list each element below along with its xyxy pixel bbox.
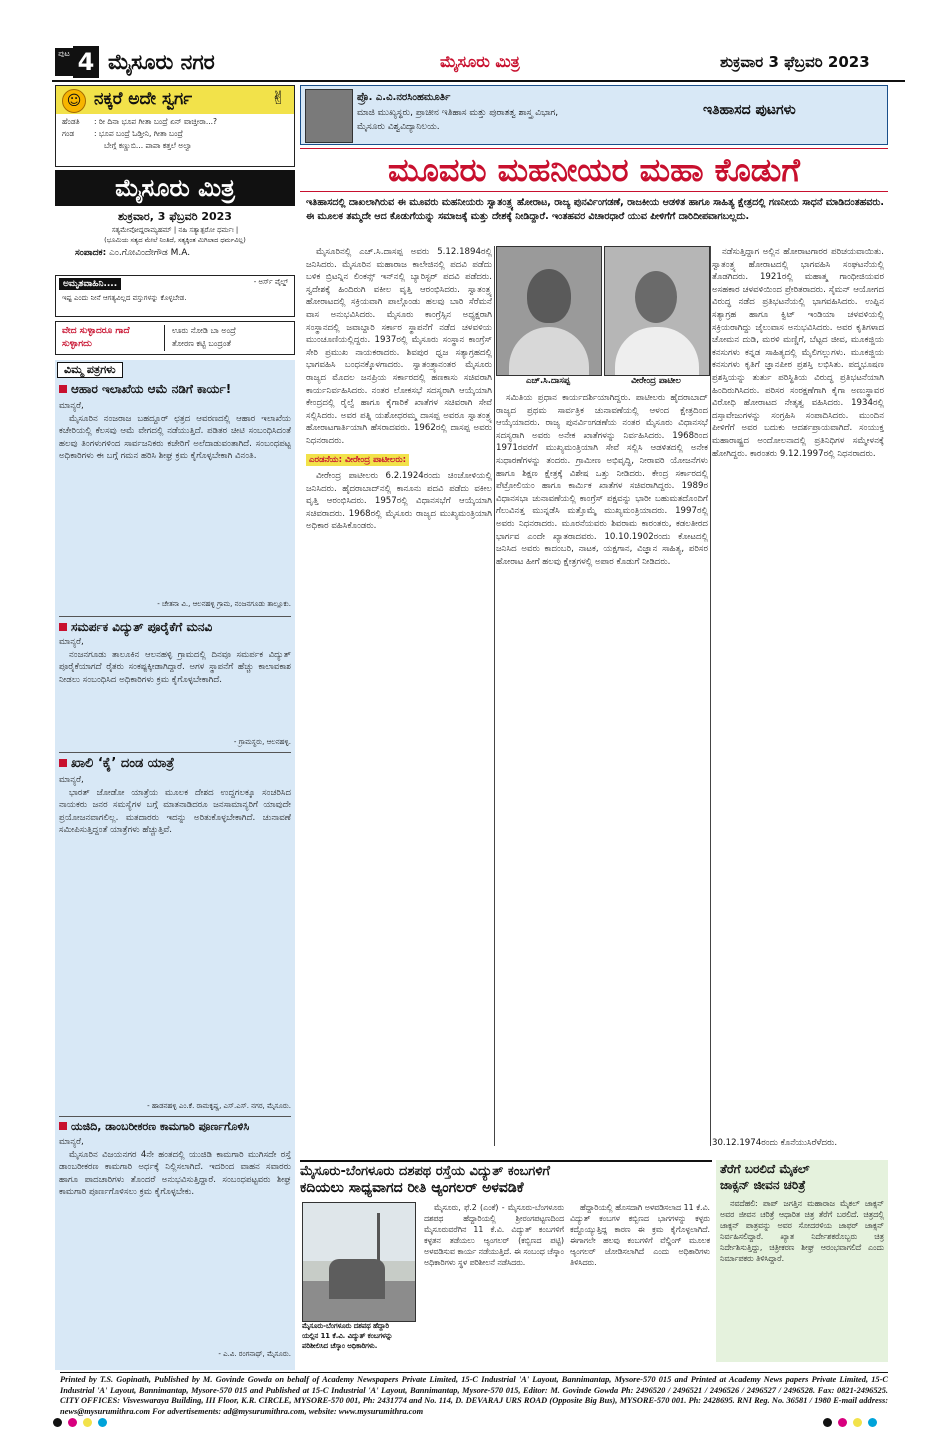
- author-desc-2: ಮೈಸೂರು ವಿಶ್ವವಿದ್ಯಾನಿಲಯ.: [357, 122, 440, 132]
- letters-heading: ವಿಮ್ಮ ಪತ್ರಗಳು: [57, 362, 123, 378]
- photo-dasappa-frame: [496, 246, 602, 376]
- masthead-small: ಮೈಸೂರು ಮಿತ್ರ: [440, 52, 520, 71]
- magenta-dot-icon: [68, 1418, 77, 1427]
- bottom-news-photo-caption-1: ಮೈಸೂರು-ಬೆಂಗಳೂರು ದಶಪಥ ಹೆದ್ದಾರಿ: [302, 1322, 389, 1330]
- letter-3-title: [59, 752, 291, 771]
- joke-row-2: [62, 129, 290, 139]
- bottom-news-title-2: ಕದಿಯಲು ಸಾಧ್ಯವಾಗದ ರೀತಿ ಆ್ಯಂಗಲರ್ ಅಳವಡಿಕೆ: [300, 1180, 524, 1196]
- bottom-news-body-1: [424, 1202, 564, 1360]
- magenta-dot-icon: [838, 1418, 847, 1427]
- square-bullet-icon: [59, 759, 67, 767]
- article-col-1b-text: ವೀರೇಂದ್ರ ಪಾಟೀಲರು 6.2.1924ರಂದು ಚಿಂಚೋಳಿಯಲ್ಲಿ ಜನಿಸಿದರು. ಹೈದರಾಬಾದ್‌ನಲ್ಲಿ ಕಾನೂನು ಪದವಿ ಪಡೆದು ವಕೀಲ ವೃತ್ತಿ ಆರಂಭಿಸಿದರು. 1957ರಲ್ಲಿ ವಿಧಾನಸಭೆಗೆ ಆಯ್ಕೆಯಾಗಿ ಸಚಿವರಾದರು. 1968ರಲ್ಲಿ ಮೈಸೂರು ರಾಜ್ಯದ ಮುಖ್ಯಮಂತ್ರಿಯಾಗಿ ಅಧಿಕಾರ ವಹಿಸಿಕೊಂಡರು.: [306, 471, 492, 532]
- masthead-title: ಮೈಸೂರು ಮಿತ್ರ: [55, 170, 295, 206]
- cyan-dot-icon: [868, 1418, 877, 1427]
- editor-label: ಸಂಪಾದಕ:: [75, 248, 107, 258]
- article-col-2: [496, 392, 708, 1042]
- side-news-box: [716, 1160, 888, 1362]
- letter-2-text: ನಂಜನಗೂಡು ತಾಲೂಕಿನ ಆಲನಹಳ್ಳಿ ಗ್ರಾಮದಲ್ಲಿ ದಿನವೂ ಸಮರ್ಪಕ ವಿದ್ಯುತ್ ಪೂರೈಕೆಯಾಗದೆ ರೈತರು ಸಂಕಷ್ಟಕ್ಕೀಡಾಗಿದ್ದಾರೆ. ಅಗಳ ಸ್ಥಾಪನೆಗೆ ಹೆಚ್ಚು ಕಾಲಾವಕಾಶ ನೀಡಲು ಸಂಬಂಧಿಸಿದ ಅಧಿಕಾರಿಗಳು ಕ್ರಮ ಕೈಗೊಳ್ಳಬೇಕಾಗಿದೆ.: [59, 649, 291, 685]
- masthead-motto-2: (ಭೂಮಿಯ ಸತ್ಯದ ಮೇಲೆ ನಿಂತಿದೆ, ಸತ್ಯಕ್ಕಿಂತ ಮಿಗಿಲಾದ ಧರ್ಮವಿಲ್ಲ): [104, 236, 246, 244]
- col-rule-1: [494, 246, 495, 1146]
- imprint: Printed by T.S. Gopinath, Published by M. Govinde Gowda on behalf of Academy Newspapers Private Limited, 15-C Industrial 'A' Layout, Bannimantap, Mysore-570 015 and Printed at Academy News papers Private Limited, 15-C Industrial 'A' Layout, Bannimantap, Mysore-570 015 and Published at 15-C Industrial 'A' Layout, Bannimantap, Mysore-570 015, Editor: M. Govinde Gowda Ph: 2496520 / 2496521 / 2496526 / 2496527 / 2496528. Fax: 0821-2496525. CITY OFFICES: Visveswaraya Building, III Floor, K.R. CIRCLE, MYSORE-570 001, Ph: 2431774 and No. 114, D. DEVARAJ URS ROAD (Opposite Big Bus), MYSORE-570 001. Ph: 2428695. RNI Reg. No. 36581 / 1980 E-mail address: news@mysurumithra.com For advertisements: ad@mysurumithra.com, website: www.mysurumithra.com: [60, 1372, 888, 1417]
- bottom-news-photo-caption-2: ಯಲ್ಲಿನ 11 ಕೆ.ವಿ. ವಿದ್ಯುತ್ ಕಂಬಗಳನ್ನು: [302, 1332, 393, 1340]
- header-date: ಶುಕ್ರವಾರ 3 ಫೆಬ್ರವರಿ 2023: [720, 53, 870, 71]
- amruta-box: [55, 275, 295, 317]
- masthead-editor: [75, 248, 190, 258]
- bottom-news-photo: [302, 1202, 416, 1322]
- article-col-3-end: 30.12.1974ರಂದು ಕೊನೆಯುಸಿರೆಳೆದರು.: [712, 1138, 838, 1148]
- headline: ಮೂವರು ಮಹನೀಯರ ಮಹಾ ಕೊಡುಗೆ: [300, 148, 888, 192]
- letters-section: [55, 360, 295, 1370]
- dasappa-shoulders: [509, 327, 589, 375]
- letter-1-body: [59, 400, 291, 598]
- letter-2-title-text: ಸಮರ್ಪಕ ವಿದ್ಯುತ್ ಪೂರೈಕೆಗೆ ಮನವಿ: [71, 620, 213, 634]
- joke-row-2-text: : ಭೂಪ ಬಂದ್ರೆ ಓಡ್ತೀನಿ, ಗೀತಾ ಬಂದ್ರೆ: [94, 129, 183, 138]
- sky: [303, 1203, 415, 1261]
- masthead-date: ಶುಕ್ರವಾರ, 3 ಫೆಬ್ರವರಿ 2023: [118, 210, 232, 223]
- bottom-news-body-2: [570, 1202, 710, 1360]
- article-col-3: [712, 246, 884, 1034]
- letter-1-text: ಮೈಸೂರಿನ ನಂಜರಾಜ ಬಹದ್ದೂರ್ ಛತ್ರದ ಆವರಣದಲ್ಲಿ ಆಹಾರ ಇಲಾಖೆಯ ಕಚೇರಿಯಲ್ಲಿ ಕೆಲಸವು ಆಮೆ ವೇಗದಲ್ಲಿ ನಡೆಯುತ್ತಿದೆ. ಪಡಿತರ ಚೀಟಿ ಸಂಬಂಧಿಸಿದಂತೆ ಹಲವು ತಿಂಗಳುಗಳಿಂದ ಸಾರ್ವಜನಿಕರು ಕಚೇರಿಗೆ ಅಲೆದಾಡುವಂತಾಗಿದೆ. ಸಂಬಂಧಪಟ್ಟ ಅಧಿಕಾರಿಗಳು ಈ ಬಗ್ಗೆ ಗಮನ ಹರಿಸಿ ಶೀಘ್ರ ಕ್ರಮ ಕೈಗೊಳ್ಳಬೇಕಾಗಿ ವಿನಂತಿ.: [59, 413, 291, 462]
- side-news-body: [720, 1198, 884, 1358]
- letter-3-title-text: ಖಾಲಿ ‘ಕೈ’ ದಂಡ ಯಾತ್ರೆ: [71, 756, 175, 771]
- letter-3-salute: ಮಾನ್ಯರೆ,: [59, 775, 84, 785]
- photo-patil-frame: [604, 246, 710, 376]
- author-desc-1: ಮಾಜಿ ಮುಖ್ಯಸ್ಥರು, ಪ್ರಾಚೀನ ಇತಿಹಾಸ ಮತ್ತು ಪುರಾತತ್ವ ಶಾಸ್ತ್ರ ವಿಭಾಗ,: [357, 108, 559, 118]
- officials-group: [329, 1259, 385, 1299]
- masthead-motto-1: ಸತ್ಯಮೇವೋದ್ದರಾಮ್ಯಹಮ್ | ನಹಿ ಸತ್ಯಾತ್ಪರೋ ಧರ್ಮಃ |: [111, 226, 239, 234]
- article-col-2-text: ಸಮಿತಿಯ ಪ್ರಧಾನ ಕಾರ್ಯದರ್ಶಿಯಾಗಿದ್ದರು. ಪಾಟೀಲರು ಹೈದರಾಬಾದ್ ರಾಜ್ಯದ ಪ್ರಥಮ ಸಾರ್ವತ್ರಿಕ ಚುನಾವಣೆಯಲ್ಲಿ ಆಳಂದ ಕ್ಷೇತ್ರದಿಂದ ಆಯ್ಕೆಯಾದರು. ರಾಜ್ಯ ಪುನರ್ವಿಂಗಡಣೆಯ ನಂತರ ಮೈಸೂರು ವಿಧಾನಸಭೆ ಸದಸ್ಯರಾಗಿ ಅವರು ಅನೇಕ ಖಾತೆಗಳನ್ನು ನಿರ್ವಹಿಸಿದರು. 1968ರಿಂದ 1971ರವರೆಗೆ ಮುಖ್ಯಮಂತ್ರಿಯಾಗಿ ಸೇವೆ ಸಲ್ಲಿಸಿ ಆಡಳಿತದಲ್ಲಿ ಅನೇಕ ಸುಧಾರಣೆಗಳನ್ನು ತಂದರು. ಗ್ರಾಮೀಣ ಅಭಿವೃದ್ಧಿ, ನೀರಾವರಿ ಯೋಜನೆಗಳು ಹಾಗೂ ಶಿಕ್ಷಣ ಕ್ಷೇತ್ರಕ್ಕೆ ವಿಶೇಷ ಒತ್ತು ನೀಡಿದರು. ಕೇಂದ್ರ ಸರ್ಕಾರದಲ್ಲಿ ಪೆಟ್ರೋಲಿಯಂ ಹಾಗೂ ಕಾರ್ಮಿಕ ಖಾತೆಗಳ ಸಚಿವರಾಗಿದ್ದರು. 1989ರ ವಿಧಾನಸಭಾ ಚುನಾವಣೆಯಲ್ಲಿ ಕಾಂಗ್ರೆಸ್ ಪಕ್ಷವನ್ನು ಭಾರೀ ಬಹುಮತದೊಂದಿಗೆ ಗೆಲುವಿನತ್ತ ಮುನ್ನಡೆಸಿ ಮತ್ತೊಮ್ಮೆ ಮುಖ್ಯಮಂತ್ರಿಯಾದರು. 1997ರಲ್ಲಿ ಅವರು ನಿಧನರಾದರು. ಮೂರನೆಯವರು ಶಿವರಾಮ ಕಾರಂತರು, ಕಡಲತೀರದ ಭಾರ್ಗವ ಎಂದೇ ಖ್ಯಾತರಾದವರು. 10.10.1902ರಂದು ಕೋಟದಲ್ಲಿ ಜನಿಸಿದ ಅವರು ಕಾದಂಬರಿ, ನಾಟಕ, ಯಕ್ಷಗಾನ, ವಿಜ್ಞಾನ ಸಾಹಿತ್ಯ, ಪರಿಸರ ಹೋರಾಟ ಹೀಗೆ ಹಲವು ಕ್ಷೇತ್ರಗಳಲ್ಲಿ ಅಪಾರ ಕೊಡುಗೆ ನೀಡಿದರು.: [496, 393, 708, 567]
- joke-row-2-label: ಗಂಡ: [62, 129, 75, 138]
- letter-2-title: [59, 616, 291, 635]
- history-author-box: [300, 85, 888, 145]
- page-number: 4: [73, 46, 99, 78]
- headline-lead: ಇತಿಹಾಸದಲ್ಲಿ ದಾಖಲಾಗಿರುವ ಈ ಮೂವರು ಮಹನೀಯರು ಸ್ವಾತಂತ್ರ್ಯ ಹೋರಾಟ, ರಾಜ್ಯ ಪುನರ್ವಿಂಗಡಣೆ, ರಾಜಕೀಯ ಆಡಳಿತ ಹಾಗೂ ಸಾಹಿತ್ಯ ಕ್ಷೇತ್ರದಲ್ಲಿ ಗಣನೀಯ ಸಾಧನೆ ಮಾಡಿದಂತಹವರು. ಈ ಮೂಲಕ ತಮ್ಮದೇ ಆದ ಕೊಡುಗೆಯನ್ನು ಸಮಾಜಕ್ಕೆ ಮತ್ತು ದೇಶಕ್ಕೆ ನೀಡಿದ್ದಾರೆ. ಇಂತಹವರ ವಿಚಾರಧಾರೆ ಯುವ ಪೀಳಿಗೆಗೆ ದಾರಿದೀಪವಾಗಬಲ್ಲದು.: [306, 197, 884, 222]
- letter-1-sign: - ಚೇತನಾ ವಿ., ಆಲನಹಳ್ಳಿ ಗ್ರಾಮ, ನಂಜನಗೂಡು ತಾಲ್ಲೂಕು.: [157, 600, 291, 608]
- joke-row-1-text: : ರೀ ದಿನಾ ಭೂಪ ಗೀತಾ ಬಂದ್ರೆ ಏನ್ ವಾಚ್ತೀರಾ...?: [94, 117, 217, 126]
- bottom-news-title-1: ಮೈಸೂರು-ಬೆಂಗಳೂರು ದಶಪಥ ರಸ್ತೆಯ ವಿದ್ಯುತ್ ಕಂಬಗಳಿಗೆ: [300, 1160, 712, 1179]
- dasappa-portrait-icon: [527, 269, 571, 323]
- masthead-box: [55, 170, 295, 270]
- history-section-label: ಇತಿಹಾಸದ ಪುಟಗಳು: [703, 102, 796, 118]
- amruta-title: ಅಮೃತವಾಹಿನಿ....: [59, 278, 121, 290]
- letter-3-text: ಭಾರತ್ ಜೋಡೋ ಯಾತ್ರೆಯ ಮೂಲಕ ದೇಶದ ಉದ್ದಗಲಕ್ಕೂ ಸಂಚರಿಸಿದ ನಾಯಕರು ಜನರ ಸಮಸ್ಯೆಗಳ ಬಗ್ಗೆ ಮಾತನಾಡಿದರೂ ಜನಸಾಮಾನ್ಯರಿಗೆ ಯಾವುದೇ ಪ್ರಯೋಜನವಾಗಲಿಲ್ಲ. ಮತದಾರರು ಇದನ್ನು ಅರಿತುಕೊಳ್ಳಬೇಕಾಗಿದೆ. ಚುನಾವಣೆ ಸಮೀಪಿಸುತ್ತಿದ್ದಂತೆ ಯಾತ್ರೆಗಳು ಹೆಚ್ಚುತ್ತಿವೆ.: [59, 787, 291, 836]
- joke-row-1-label: ಹೆಂಡತಿ: [62, 117, 80, 126]
- letter-3-sign: - ಹಾಡನಹಳ್ಳಿ ಎಂ.ಕೆ. ರಾಮಕೃಷ್ಣ, ಎಸ್.ಎಸ್. ನಗರ, ಮೈಸೂರು.: [147, 1102, 291, 1110]
- square-bullet-icon: [59, 385, 67, 393]
- yellow-dot-icon: [83, 1418, 92, 1427]
- laughing-face-icon: ☺: [62, 89, 86, 113]
- letter-1-title-text: ಆಹಾರ ಇಲಾಖೆಯ ಆಮೆ ನಡಿಗೆ ಕಾರ್ಯ!: [71, 382, 232, 396]
- joke-title-bar: [56, 86, 294, 114]
- article-col-3-text: ನಡೆಸುತ್ತಿದ್ದಾಗ ಅಲ್ಲಿನ ಹೋರಾಟಗಾರರ ಪರಿಚಯವಾಯಿತು. ಸ್ವಾತಂತ್ರ್ಯ ಹೋರಾಟದಲ್ಲಿ ಭಾಗವಹಿಸಿ ಸಂಘಟನೆಯಲ್ಲಿ ತೊಡಗಿದರು. 1921ರಲ್ಲಿ ಮಹಾತ್ಮ ಗಾಂಧೀಜಿಯವರ ಅಸಹಕಾರ ಚಳವಳಿಯಿಂದ ಪ್ರೇರಿತರಾದರು. ಸೈಮನ್ ಆಯೋಗದ ವಿರುದ್ಧ ನಡೆದ ಪ್ರತಿಭಟನೆಯಲ್ಲಿ ಭಾಗವಹಿಸಿದರು. ಉಪ್ಪಿನ ಸತ್ಯಾಗ್ರಹ ಹಾಗೂ ಕ್ವಿಟ್ ಇಂಡಿಯಾ ಚಳವಳಿಯಲ್ಲಿ ಸಕ್ರಿಯರಾಗಿದ್ದು ಜೈಲುವಾಸ ಅನುಭವಿಸಿದರು. ಅವರ ಕೃತಿಗಳಾದ ಚೋಮನ ದುಡಿ, ಮರಳಿ ಮಣ್ಣಿಗೆ, ಬೆಟ್ಟದ ಜೀವ, ಮೂಕಜ್ಜಿಯ ಕನಸುಗಳು ಕನ್ನಡ ಸಾಹಿತ್ಯದಲ್ಲಿ ಮೈಲಿಗಲ್ಲುಗಳು. ಮೂಕಜ್ಜಿಯ ಕನಸುಗಳು ಕೃತಿಗೆ ಜ್ಞಾನಪೀಠ ಪ್ರಶಸ್ತಿ ಲಭಿಸಿತು. ಪದ್ಮಭೂಷಣ ಪ್ರಶಸ್ತಿಯನ್ನು ತುರ್ತು ಪರಿಸ್ಥಿತಿಯ ವಿರುದ್ಧ ಪ್ರತಿಭಟನೆಯಾಗಿ ಹಿಂದಿರುಗಿಸಿದರು. ಪರಿಸರ ಸಂರಕ್ಷಣೆಗಾಗಿ ಕೈಗಾ ಅಣುಸ್ಥಾವರ ವಿರೋಧಿ ಹೋರಾಟದ ನೇತೃತ್ವ ವಹಿಸಿದರು. 1934ರಲ್ಲಿ ದಸ್ತಾವೇಜುಗಳನ್ನು ಸಂಗ್ರಹಿಸಿ ಸಂಪಾದಿಸಿದರು. ಮುಂದಿನ ಪೀಳಿಗೆಗೆ ಅವರ ಬದುಕು ಆದರ್ಶಪ್ರಾಯವಾಗಿದೆ. ಸಂಯುಕ್ತ ಮಹಾರಾಷ್ಟ್ರದ ಅಂದೋಲನಾದಲ್ಲಿ ಪ್ರತಿನಿಧಿಗಳ ಸಮ್ಮೇಳನಕ್ಕೆ ಹೋಗಿದ್ದರು. ಕಾರಂತರು 9.12.1997ರಲ್ಲಿ ನಿಧನರಾದರು.: [712, 247, 884, 459]
- bottom-news-body-1-text: ಮೈಸೂರು, ಫೆ.2 (ಎಂಕೆ) - ಮೈಸೂರು-ಬೆಂಗಳೂರು ದಶಪಥ ಹೆದ್ದಾರಿಯಲ್ಲಿ ಶ್ರೀರಂಗಪಟ್ಟಣದಿಂದ ಮೈಸೂರುವರೆಗಿನ 11 ಕೆ.ವಿ. ವಿದ್ಯುತ್ ಕಂಬಗಳಿಗೆ ಕಳ್ಳತನ ತಡೆಯಲು ಆ್ಯಂಗಲರ್ (ಕಬ್ಬಿಣದ ಪಟ್ಟಿ) ಅಳವಡಿಸುವ ಕಾರ್ಯ ನಡೆಯುತ್ತಿದೆ. ಈ ಸಂಬಂಧ ಚೆಸ್ಕಾಂ ಅಧಿಕಾರಿಗಳು ಸ್ಥಳ ಪರಿಶೀಲನೆ ನಡೆಸಿದರು.: [424, 1203, 564, 1267]
- article-col-1-text: ಮೈಸೂರಿನಲ್ಲಿ ಎಚ್.ಸಿ.ದಾಸಪ್ಪ ಅವರು 5.12.1894ರಲ್ಲಿ ಜನಿಸಿದರು. ಮೈಸೂರಿನ ಮಹಾರಾಜ ಕಾಲೇಜಿನಲ್ಲಿ ಪದವಿ ಪಡೆದು ಬಳಿಕ ಬ್ರಿಟನ್ನಿನ ಲಿಂಕನ್ಸ್ ಇನ್‌ನಲ್ಲಿ ಬ್ಯಾರಿಸ್ಟರ್ ಪದವಿ ಪಡೆದರು. ಸ್ವದೇಶಕ್ಕೆ ಹಿಂದಿರುಗಿ ವಕೀಲ ವೃತ್ತಿ ಆರಂಭಿಸಿದರು. ಸ್ವಾತಂತ್ರ್ಯ ಹೋರಾಟದಲ್ಲಿ ಸಕ್ರಿಯವಾಗಿ ಪಾಲ್ಗೊಂಡು ಹಲವು ಬಾರಿ ಸೆರೆಮನೆ ವಾಸ ಅನುಭವಿಸಿದರು. ಮೈಸೂರು ಕಾಂಗ್ರೆಸ್ಸಿನ ಅಧ್ಯಕ್ಷರಾಗಿ ಸಂಸ್ಥಾನದಲ್ಲಿ ಜವಾಬ್ದಾರಿ ಸರ್ಕಾರ ಸ್ಥಾಪನೆಗೆ ನಡೆದ ಚಳವಳಿಯ ಮುಂಚೂಣಿಯಲ್ಲಿದ್ದರು. 1937ರಲ್ಲಿ ಮೈಸೂರು ಸಂಸ್ಥಾನ ಕಾಂಗ್ರೆಸ್ ಸೇರಿ ಪ್ರಮುಖ ನಾಯಕರಾದರು. ಶಿವಪುರ ಧ್ವಜ ಸತ್ಯಾಗ್ರಹದಲ್ಲಿ ಭಾಗವಹಿಸಿ ಬಂಧನಕ್ಕೊಳಗಾದರು. ಸ್ವಾತಂತ್ರ್ಯಾನಂತರ ಮೈಸೂರು ರಾಜ್ಯದ ಮೊದಲ ಜನಪ್ರಿಯ ಸರ್ಕಾರದಲ್ಲಿ ಹಣಕಾಸು ಸಚಿವರಾಗಿ ಕಾರ್ಯನಿರ್ವಹಿಸಿದರು. ನಂತರ ಲೋಕಸಭೆ ಸದಸ್ಯರಾಗಿ ಆಯ್ಕೆಯಾಗಿ ಕೇಂದ್ರದಲ್ಲಿ ರೈಲ್ವೆ ಹಾಗೂ ಕೈಗಾರಿಕೆ ಖಾತೆಗಳ ಸಚಿವರಾಗಿ ಸೇವೆ ಸಲ್ಲಿಸಿದರು. ಅವರ ಪತ್ನಿ ಯಶೋಧರಮ್ಮ ದಾಸಪ್ಪ ಅವರೂ ಸ್ವಾತಂತ್ರ್ಯ ಹೋರಾಟಗಾರ್ತಿಯಾಗಿ ಹೆಸರಾದವರು. 1962ರಲ್ಲಿ ದಾಸಪ್ಪ ಅವರು ನಿಧನರಾದರು.: [306, 247, 492, 446]
- photo-caption-dasappa: ಎಚ್.ಸಿ.ದಾಸಪ್ಪ: [525, 376, 571, 386]
- amruta-author: - ಅರ್ಸ್ ವೈಲ್ಡ್: [253, 278, 288, 286]
- cartoon-figure-icon: ✌: [270, 88, 286, 109]
- joke-box: [55, 85, 295, 167]
- proverb-divider: [164, 325, 165, 351]
- square-bullet-icon: [59, 1122, 67, 1130]
- letter-2-body: [59, 636, 291, 732]
- letter-1-salute: ಮಾನ್ಯರೆ,: [59, 401, 84, 411]
- article-subhead: ಎರಡನೆಯ: ವೀರೇಂದ್ರ ಪಾಟೀಲರು:: [306, 454, 409, 467]
- author-photo: [305, 89, 353, 143]
- black-dot-icon: [823, 1418, 832, 1427]
- editor-name: ಎಂ.ಗೋವಿಂದೇಗೌಡ M.A.: [109, 248, 191, 258]
- patil-shoulders: [615, 327, 699, 375]
- letter-4-sign: - ಎ.ವಿ. ರಂಗನಾಥ್, ಮೈಸೂರು.: [218, 1350, 291, 1358]
- letter-4-title-text: ಯಜಿದಿ, ಡಾಂಬರೀಕರಣ ಕಾಮಗಾರಿ ಪೂರ್ಣಗೊಳಿಸಿ: [71, 1120, 250, 1133]
- registration-marks-right: [820, 1412, 880, 1431]
- photo-caption-patil: ವೀರೇಂದ್ರ ಪಾಟೀಲ: [631, 376, 681, 386]
- patil-portrait-icon: [635, 271, 677, 323]
- proverb-right-2: ತೋರಣ ಕಟ್ಟಿ ಬಂದ್ರಂತೆ: [172, 339, 231, 348]
- letter-1-title: [59, 382, 291, 397]
- registration-marks-left: [50, 1412, 110, 1431]
- proverb-right-1: ಊರು ನೋಡಿ ಬಾ ಅಂದ್ರೆ: [172, 326, 236, 335]
- page-label: [55, 48, 73, 76]
- letter-2-salute: ಮಾನ್ಯರೆ,: [59, 637, 84, 647]
- joke-title: ನಕ್ಕರೆ ಅದೇ ಸ್ವರ್ಗ: [94, 89, 193, 109]
- joke-row-1: [62, 117, 290, 127]
- black-dot-icon: [53, 1418, 62, 1427]
- col-rule-2: [710, 246, 711, 1146]
- proverb-box: [55, 321, 295, 355]
- yellow-dot-icon: [853, 1418, 862, 1427]
- bottom-news-photo-caption-3: ಪರಿಶೀಲಿಸಿದ ಚೆಸ್ಕಾಂ ಅಧಿಕಾರಿಗಳು.: [302, 1342, 378, 1350]
- bottom-news-body-2-text: ಹೆದ್ದಾರಿಯಲ್ಲಿ ಹೊಸದಾಗಿ ಅಳವಡಿಸಲಾದ 11 ಕೆ.ವಿ. ವಿದ್ಯುತ್ ಕಂಬಗಳ ಕಬ್ಬಿಣದ ಭಾಗಗಳನ್ನು ಕಳ್ಳರು ಕದ್ದೊಯ್ಯುತ್ತಿದ್ದ ಕಾರಣ ಈ ಕ್ರಮ ಕೈಗೊಳ್ಳಲಾಗಿದೆ. ಈಗಾಗಲೇ ಹಲವು ಕಂಬಗಳಿಗೆ ವೆಲ್ಡಿಂಗ್ ಮೂಲಕ ಆ್ಯಂಗಲರ್ ಜೋಡಿಸಲಾಗಿದೆ ಎಂದು ಅಧಿಕಾರಿಗಳು ತಿಳಿಸಿದರು.: [570, 1203, 710, 1267]
- page-label-text: ಪುಟ: [58, 49, 70, 58]
- letter-4-text: ಮೈಸೂರಿನ ವಿಜಯನಗರ 4ನೇ ಹಂತದಲ್ಲಿ ಯುಜಿಡಿ ಕಾಮಗಾರಿ ಮುಗಿಸದೇ ರಸ್ತೆ ಡಾಂಬರೀಕರಣ ಕಾಮಗಾರಿ ಅರ್ಧಕ್ಕೆ ನಿಲ್ಲಿಸಲಾಗಿದೆ. ಇದರಿಂದ ವಾಹನ ಸವಾರರು ಹಾಗೂ ಪಾದಚಾರಿಗಳು ತೊಂದರೆ ಅನುಭವಿಸುತ್ತಿದ್ದಾರೆ. ಸಂಬಂಧಪಟ್ಟವರು ಶೀಘ್ರ ಕಾಮಗಾರಿ ಪೂರ್ಣಗೊಳಿಸಲು ಕ್ರಮ ಕೈಗೊಳ್ಳಬೇಕು.: [59, 1149, 291, 1198]
- square-bullet-icon: [59, 623, 67, 631]
- side-news-body-text: ನವದೆಹಲಿ: ಪಾಪ್ ಜಗತ್ತಿನ ಮಹಾರಾಜ ಮೈಕಲ್ ಜಾಕ್ಸನ್ ಅವರ ಜೀವನ ಚರಿತ್ರೆ ಆಧಾರಿತ ಚಿತ್ರ ತೆರೆಗೆ ಬರಲಿದೆ. ಚಿತ್ರದಲ್ಲಿ ಜಾಕ್ಸನ್ ಪಾತ್ರವನ್ನು ಅವರ ಸೋದರಳಿಯ ಜಾಫರ್ ಜಾಕ್ಸನ್ ನಿರ್ವಹಿಸಲಿದ್ದಾರೆ. ಖ್ಯಾತ ನಿರ್ದೇಶಕರೊಬ್ಬರು ಚಿತ್ರ ನಿರ್ದೇಶಿಸುತ್ತಿದ್ದು, ಚಿತ್ರೀಕರಣ ಶೀಘ್ರ ಆರಂಭವಾಗಲಿದೆ ಎಂದು ನಿರ್ಮಾಪಕರು ತಿಳಿಸಿದ್ದಾರೆ.: [720, 1199, 884, 1263]
- article-col-1: [306, 246, 492, 966]
- letter-2-sign: - ಗ್ರಾಮಸ್ಥರು, ಆಲನಹಳ್ಳಿ.: [233, 738, 291, 746]
- section-title: ಮೈಸೂರು ನಗರ: [108, 50, 215, 74]
- author-name: ಪ್ರೊ. ಎ.ವಿ.ನರಸಿಂಹಮೂರ್ತಿ: [357, 92, 451, 103]
- cyan-dot-icon: [98, 1418, 107, 1427]
- side-news-title-2: ಜಾಕ್ಸನ್ ಜೀವನ ಚರಿತ್ರೆ: [720, 1178, 806, 1192]
- joke-row-2b: ಬೇಗ್ಗೆ ಕಣ್ಣುಬಿ... ಪಾಪಾ ಕತ್ತಲೆ ಅಲ್ವಾ: [104, 141, 193, 150]
- letter-4-title: [59, 1116, 291, 1134]
- header-rule: [52, 80, 905, 82]
- letter-4-salute: ಮಾನ್ಯರೆ,: [59, 1137, 84, 1147]
- letter-4-body: [59, 1136, 291, 1346]
- proverb-left: ವೇದ ಸುಳ್ಳಾದರೂ ಗಾದೆ ಸುಳ್ಳಾಗದು: [62, 326, 130, 349]
- letter-3-body: [59, 774, 291, 1104]
- amruta-text: ಇಷ್ಟ ಎಂದು ನೀನೆ ಆಗತ್ಯವಿಲ್ಲದ ವಸ್ತುಗಳನ್ನು ಕೊಳ್ಳಬೇಡ.: [62, 294, 187, 302]
- side-news-title-1: ತೆರೆಗೆ ಬರಲಿದೆ ಮೈಕಲ್: [720, 1162, 810, 1176]
